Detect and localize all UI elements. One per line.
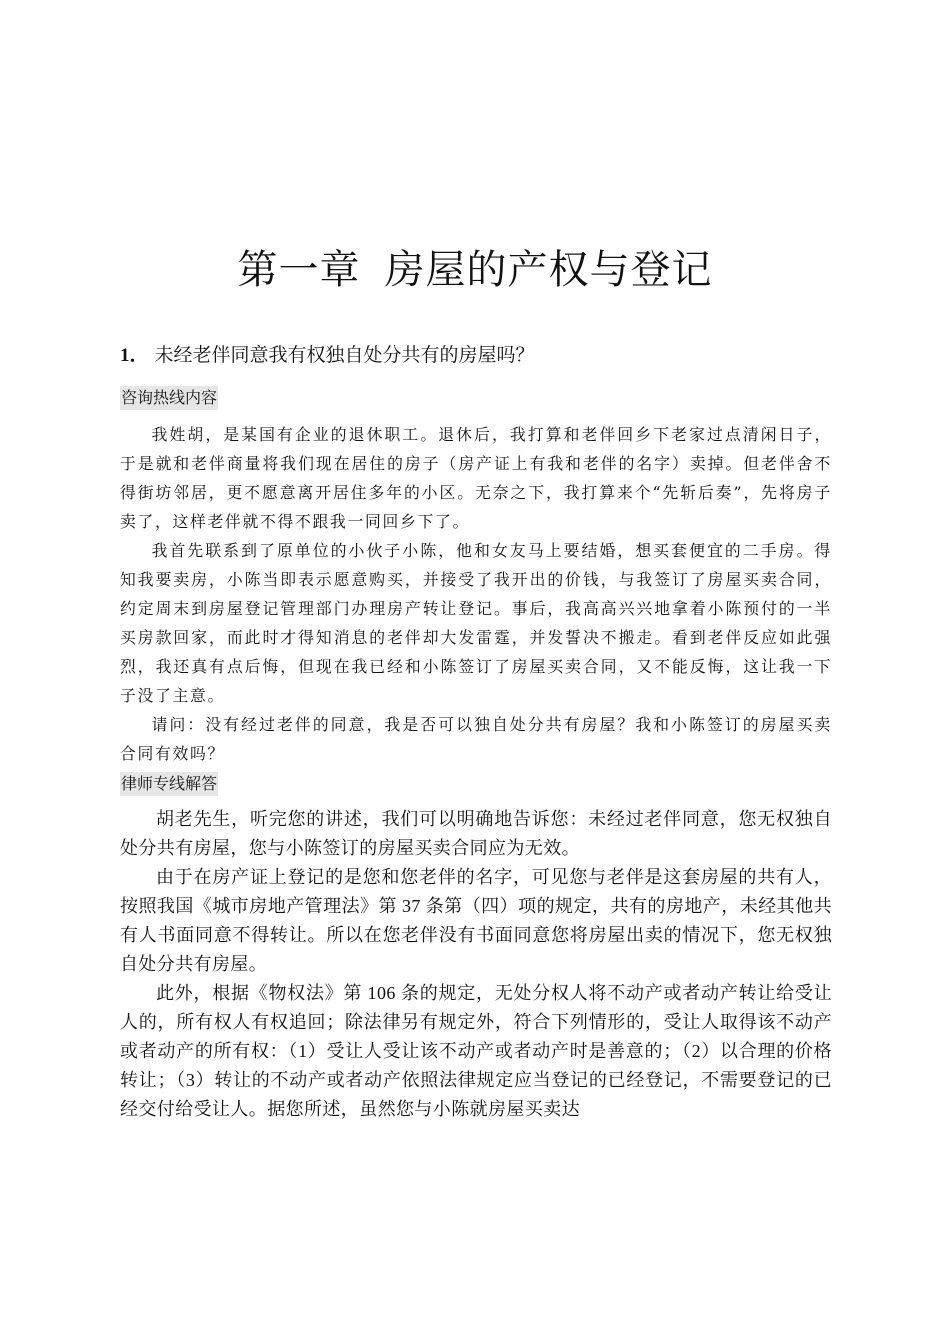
consult-paragraph: 请问：没有经过老伴的同意，我是否可以独自处分共有房屋？我和小陈签订的房屋买卖合同有效吗？ — [120, 715, 832, 763]
consult-section-label: 咨询热线内容 — [120, 386, 218, 410]
answer-paragraph: 胡老先生，听完您的讲述，我们可以明确地告诉您：未经过老伴同意，您无权独自处分共有房屋，您与小陈签订的房屋买卖合同应为无效。 — [120, 809, 832, 858]
question-text: 未经老伴同意我有权独自处分共有的房屋吗？ — [154, 344, 535, 366]
consult-paragraph: 我首先联系到了原单位的小伙子小陈，他和女友马上要结婚，想买套便宜的二手房。得知我要卖房，小陈当即表示愿意购买，并接受了我开出的价钱，与我签订了房屋买卖合同，约定周末到房屋登记管理部门办理房产转让登记。事后，我高高兴兴地拿着小陈预付的一半买房款回家，而此时才得知消息的老伴却大发雷霆，并发誓决不搬走。看到老伴反应如此强烈，我还真有点后悔，但现在我已经和小陈签订了房屋买卖合同，又不能反悔，这让我一下子没了主意。 — [120, 541, 832, 705]
answer-text-block — [120, 805, 832, 1124]
answer-paragraph: 由于在房产证上登记的是您和您老伴的名字，可见您与老伴是这套房屋的共有人，按照我国《城市房地产管理法》第 37 条第（四）项的规定，共有的房地产，未经其他共有人书面同意不得转让。所以在您老伴没有书面同意您将房屋出卖的情况下，您无权独自处分共有房屋。 — [120, 867, 832, 974]
consult-paragraph: 我姓胡，是某国有企业的退休职工。退休后，我打算和老伴回乡下老家过点清闲日子，于是就和老伴商量将我们现在居住的房子（房产证上有我和老伴的名字）卖掉。但老伴舍不得街坊邻居，更不愿意离开居住多年的小区。无奈之下，我打算来个“先斩后奏”，先将房子卖了，这样老伴就不得不跟我一同回乡下了。 — [120, 425, 832, 531]
chapter-title — [0, 240, 950, 300]
question-heading — [120, 340, 535, 371]
question-number: 1． — [120, 345, 149, 366]
consult-text-block — [120, 420, 832, 768]
answer-section-label: 律师专线解答 — [120, 772, 218, 796]
chapter-name: 房屋的产权与登记 — [384, 247, 713, 293]
answer-paragraph: 此外，根据《物权法》第 106 条的规定，无处分权人将不动产或者动产转让给受让人的，所有权人有权追回；除法律另有规定外，符合下列情形的，受让人取得该不动产或者动产的所有权：（1）受让人受让该不动产或者动产时是善意的；（2）以合理的价格转让；（3）转让的不动产或者动产依照法律规定应当登记的已经登记，不需要登记的已经交付给受让人。据您所述，虽然您与小陈就房屋买卖达 — [120, 983, 832, 1119]
chapter-number: 第一章 — [237, 247, 361, 293]
